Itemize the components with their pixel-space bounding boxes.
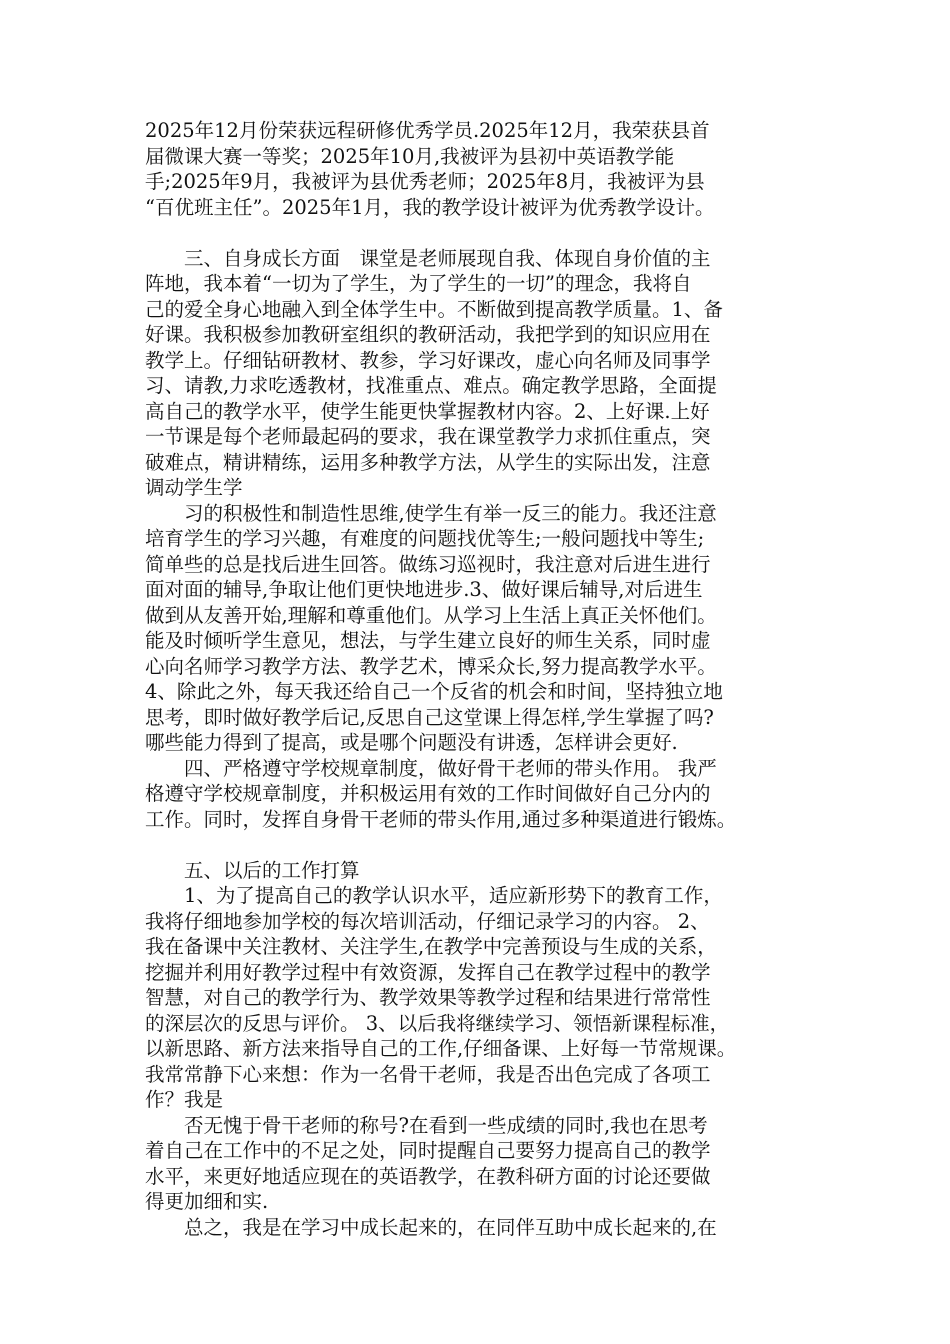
text-line: 得更加细和实.	[145, 1190, 269, 1213]
text-line: 破难点，精讲精练，运用多种教学方法，从学生的实际出发，注意	[145, 450, 711, 474]
text-line: 三、自身成长方面 课堂是老师展现自我、体现自身价值的主	[184, 246, 711, 270]
text-line: 一节课是每个老师最起码的要求，我在课堂教学力求抓住重点，突	[145, 425, 711, 448]
text-line: 我将仔细地参加学校的每次培训活动，仔细记录学习的内容。 2、	[145, 909, 710, 933]
text-line: 4、除此之外，每天我还给自己一个反省的机会和时间，坚持独立地	[145, 680, 723, 703]
text-line: 智慧，对自己的教学行为、教学效果等教学过程和结果进行常常性	[145, 986, 711, 1009]
text-line: 心向名师学习教学方法、教学艺术，博采众长,努力提高教学水平。	[145, 654, 717, 678]
paragraph-future-plans	[145, 883, 825, 1113]
text-line: 阵地，我本着“一切为了学生，为了学生的一切”的理念，我将自	[145, 272, 692, 295]
text-line: 面对面的辅导,争取让他们更快地进步.3、做好课后辅导,对后进生	[145, 578, 703, 601]
paragraph-school-rules	[145, 756, 825, 833]
text-line: 培育学生的学习兴趣，有难度的问题找优等生;一般问题找中等生;	[145, 527, 705, 550]
text-line: 我常常静下心来想：作为一名骨干老师，我是否出色完成了各项工	[145, 1062, 711, 1086]
text-line: 思考，即时做好教学后记,反思自己这堂课上得怎样,学生掌握了吗?	[145, 705, 714, 729]
document-page	[145, 118, 825, 1240]
text-line: 调动学生学	[145, 476, 243, 499]
paragraph-self-growth	[145, 246, 825, 501]
text-line: 着自己在工作中的不足之处，同时提醒自己要努力提高自己的教学	[145, 1139, 711, 1162]
text-line: 能及时倾听学生意见，想法，与学生建立良好的师生关系，同时虚	[145, 629, 711, 652]
text-line: 届微课大赛一等奖；2025年10月,我被评为县初中英语教学能	[145, 144, 675, 168]
section-heading-future-plans	[145, 858, 825, 884]
text-line: 手;2025年9月，我被评为县优秀老师；2025年8月，我被评为县	[145, 170, 705, 193]
text-line: 做到从友善开始,理解和尊重他们。从学习上生活上真正关怀他们。	[145, 603, 717, 627]
text-line: 高自己的教学水平，使学生能更快掌握教材内容。2、上好课.上好	[145, 399, 710, 423]
text-line: 作？我是	[145, 1088, 224, 1111]
text-line: 习、请教,力求吃透教材，找准重点、难点。确定教学思路，全面提	[145, 374, 717, 397]
paragraph-reflection	[145, 1113, 825, 1215]
text-line: 好课。我积极参加教研室组织的教研活动，我把学到的知识应用在	[145, 323, 711, 346]
text-line: “百优班主任”。2025年1月，我的教学设计被评为优秀教学设计。	[145, 195, 715, 219]
text-line: 2025年12月份荣获远程研修优秀学员.2025年12月，我荣获县首	[145, 119, 710, 142]
text-line: 己的爱全身心地融入到全体学生中。不断做到提高教学质量。1、备	[145, 297, 723, 321]
text-line: 教学上。仔细钻研教材、教参，学习好课改，虚心向名师及同事学	[145, 348, 711, 372]
text-line: 哪些能力得到了提高，或是哪个问题没有讲透，怎样讲会更好.	[145, 731, 678, 754]
text-line: 格遵守学校规章制度，并积极运用有效的工作时间做好自己分内的	[145, 782, 711, 805]
text-line: 否无愧于骨干老师的称号?在看到一些成绩的同时,我也在思考	[184, 1113, 708, 1137]
paragraph-awards	[145, 118, 825, 220]
text-line: 四、严格遵守学校规章制度，做好骨干老师的带头作用。 我严	[184, 756, 717, 780]
text-line: 我在备课中关注教材、关注学生,在教学中完善预设与生成的关系，	[145, 935, 717, 958]
text-line: 1、为了提高自己的教学认识水平，适应新形势下的教育工作，	[184, 884, 723, 907]
text-line: 挖掘并利用好教学过程中有效资源，发挥自己在教学过程中的教学	[145, 960, 711, 984]
text-line: 简单些的总是找后进生回答。做练习巡视时，我注意对后进生进行	[145, 552, 711, 576]
paragraph-student-motivation	[145, 501, 825, 756]
text-line: 水平，来更好地适应现在的英语教学，在教科研方面的讨论还要做	[145, 1164, 711, 1188]
text-line: 以新思路、新方法来指导自己的工作,仔细备课、上好每一节常规课。	[145, 1037, 737, 1060]
text-line: 习的积极性和制造性思维,使学生有举一反三的能力。我还注意	[184, 501, 717, 525]
text-line: 五、以后的工作打算	[184, 858, 360, 882]
text-line: 总之，我是在学习中成长起来的，在同伴互助中成长起来的,在	[184, 1215, 717, 1239]
text-line: 工作。同时，发挥自身骨干老师的带头作用,通过多种渠道进行锻炼。	[145, 807, 737, 831]
text-line: 的深层次的反思与评价。 3、以后我将继续学习、领悟新课程标准，	[145, 1011, 730, 1035]
paragraph-conclusion	[145, 1215, 825, 1241]
